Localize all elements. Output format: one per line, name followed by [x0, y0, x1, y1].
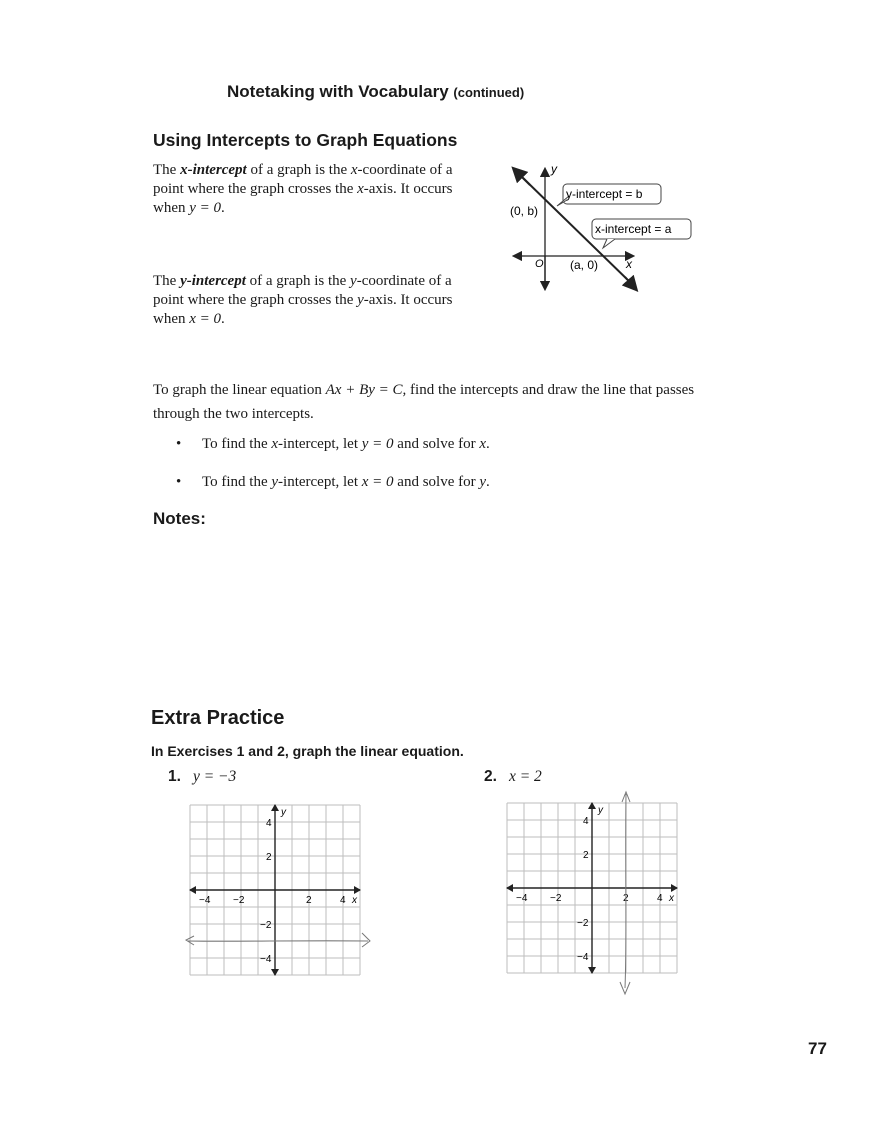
exercise-1 — [168, 768, 236, 786]
diagram-origin-label: O — [535, 258, 544, 270]
y-tick-label: 4 — [266, 818, 272, 829]
exercise-2-number: 2. — [484, 768, 497, 785]
x-tick-label: −2 — [233, 895, 245, 906]
diagram-point-y: (0, b) — [510, 204, 539, 218]
y-tick-label: 2 — [583, 850, 589, 861]
x-axis-label: x — [669, 893, 674, 904]
y-tick-label: −4 — [260, 954, 272, 965]
y-tick-label: 2 — [266, 852, 272, 863]
exercise-2 — [484, 768, 542, 786]
x-tick-label: 4 — [340, 895, 346, 906]
x-tick-label: 2 — [306, 895, 312, 906]
handwritten-line-y-minus-3 — [180, 920, 380, 960]
y-axis-label: y — [598, 805, 603, 816]
y-tick-label: 4 — [583, 816, 589, 827]
exercise-2-equation: x = 2 — [508, 768, 542, 785]
x-tick-label: −2 — [550, 893, 562, 904]
callout-y-text: y-intercept = b — [566, 187, 643, 201]
x-axis-label: x — [352, 895, 357, 906]
page-header-title: Notetaking with Vocabulary (continued) — [227, 82, 525, 101]
x-tick-label: −4 — [516, 893, 528, 904]
exercise-instructions: In Exercises 1 and 2, graph the linear equation. — [151, 743, 464, 759]
y-axis-label: y — [281, 807, 286, 818]
x-tick-label: 2 — [623, 893, 629, 904]
exercise-2-grid[interactable] — [504, 800, 680, 978]
header-continued: (continued) — [453, 85, 525, 100]
x-intercept-definition: The x-intercept of a graph is the x-coordinate of a point where the graph crosses the x-axis. It occurs when y = 0. — [153, 162, 453, 216]
notes-label: Notes: — [153, 509, 206, 528]
graph-instruction: To graph the linear equation Ax + By = C, find the intercepts and draw the line that passes through the two intercepts. — [153, 382, 695, 422]
diagram-point-x: (a, 0) — [570, 258, 599, 272]
callout-x-text: x-intercept = a — [595, 222, 672, 236]
x-tick-label: −4 — [199, 895, 211, 906]
y-tick-label: −2 — [260, 920, 272, 931]
bullet-find-x-intercept: • To find the x-intercept, let y = 0 and solve for x. — [176, 436, 490, 452]
intercepts-diagram — [495, 160, 705, 295]
page-number: 77 — [808, 1039, 827, 1058]
x-tick-label: 4 — [657, 893, 663, 904]
extra-practice-heading: Extra Practice — [151, 707, 285, 729]
y-tick-label: −2 — [577, 918, 589, 929]
diagram-y-label: y — [551, 162, 557, 176]
handwritten-line-x-2 — [612, 788, 642, 1003]
exercise-1-number: 1. — [168, 768, 181, 785]
bullet-find-y-intercept: • To find the y-intercept, let x = 0 and solve for y. — [176, 474, 490, 490]
y-intercept-definition: The y-intercept of a graph is the y-coordinate of a point where the graph crosses the y-axis. It occurs when x = 0. — [153, 273, 453, 327]
section-heading: Using Intercepts to Graph Equations — [153, 130, 458, 150]
diagram-x-label: x — [626, 257, 632, 271]
exercise-1-equation: y = −3 — [192, 768, 237, 785]
y-tick-label: −4 — [577, 952, 589, 963]
